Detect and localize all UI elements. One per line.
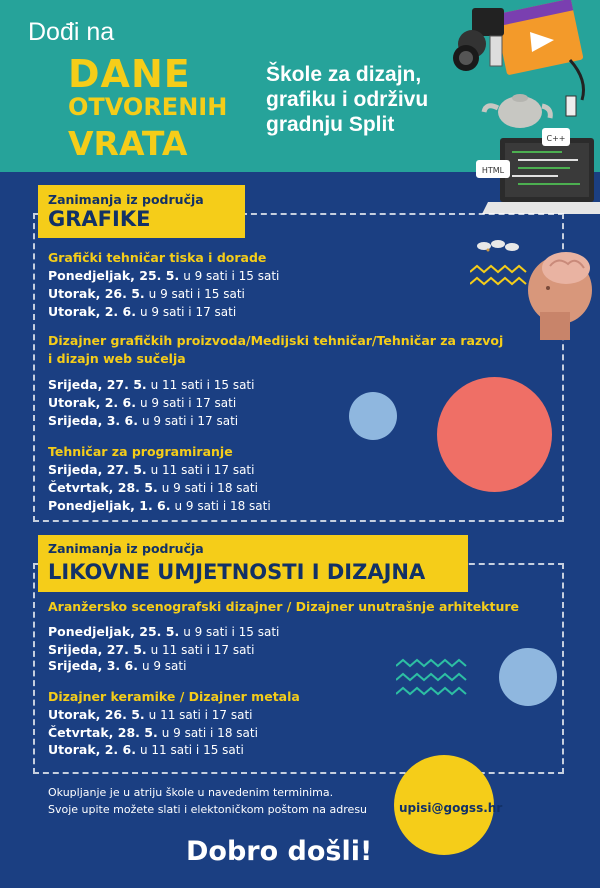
decor-circle-blue (349, 392, 397, 440)
schedule-line: Ponedjeljak, 25. 5. u 9 sati i 15 sati (48, 624, 280, 639)
school-name: Škole za dizajn, grafiku i održivu gradnju Split (266, 63, 429, 136)
section-likovne-tag: Zanimanja iz područja LIKOVNE UMJETNOSTI I DIZAJNA (38, 535, 468, 592)
group-title: Tehničar za programiranje (48, 444, 233, 459)
decor-circle-coral (437, 377, 552, 492)
group-title: Grafički tehničar tiska i dorade (48, 250, 267, 265)
welcome-text: Dobro došli! (186, 836, 373, 867)
schedule-line: Srijeda, 3. 6. u 9 sati (48, 658, 187, 673)
zigzag-icon (470, 266, 526, 284)
header-dodi-na: Dođi na (28, 18, 115, 46)
schedule-line: Srijeda, 27. 5. u 11 sati i 17 sati (48, 642, 255, 657)
schedule-line: Ponedjeljak, 1. 6. u 9 sati i 18 sati (48, 498, 271, 513)
header-title-line1: DANE (68, 52, 191, 96)
schedule-line: Utorak, 26. 5. u 11 sati i 17 sati (48, 707, 253, 722)
section-grafike-tag: Zanimanja iz područja GRAFIKE (38, 185, 245, 238)
cpp-tag-icon (542, 128, 570, 146)
schedule-line: Utorak, 2. 6. u 11 sati i 15 sati (48, 742, 244, 757)
schedule-line: Srijeda, 27. 5. u 11 sati i 15 sati (48, 377, 255, 392)
head-sculpture-icon (528, 252, 592, 340)
decor-circle-blue (499, 648, 557, 706)
tablet-icon (494, 0, 583, 75)
schedule-line: Ponedjeljak, 25. 5. u 9 sati i 15 sati (48, 268, 280, 283)
schedule-line: Srijeda, 27. 5. u 11 sati i 17 sati (48, 462, 255, 477)
schedule-line: Utorak, 2. 6. u 9 sati i 17 sati (48, 395, 237, 410)
header-title-line2: OTVORENIH (68, 93, 228, 121)
group-title: Aranžersko scenografski dizajner / Dizajner unutrašnje arhitekture (48, 599, 520, 614)
schedule-line: Srijeda, 3. 6. u 9 sati i 17 sati (48, 413, 239, 428)
teapot-icon (484, 94, 550, 128)
html-tag-icon (476, 160, 510, 178)
group-title-cont: i dizajn web sučelja (48, 351, 186, 366)
schedule-line: Utorak, 2. 6. u 9 sati i 17 sati (48, 304, 237, 319)
schedule-line: Utorak, 26. 5. u 9 sati i 15 sati (48, 286, 245, 301)
header-illustrations (442, 0, 600, 230)
zigzag-icon (396, 656, 480, 702)
fish-icon (477, 240, 519, 252)
footer-note: Svoje upite možete slati i elektoničkom poštom na adresu (48, 803, 368, 816)
svg-text:C++: C++ (546, 134, 566, 143)
group-title: Dizajner grafičkih proizvoda/Medijski tehničar/Tehničar za razvoj (48, 333, 504, 348)
svg-text:HTML: HTML (481, 166, 505, 175)
footer-note: Okupljanje je u atriju škole u navedenim terminima. (48, 786, 334, 799)
email-link[interactable]: upisi@gogss.hr (399, 801, 503, 815)
camera-icon (453, 8, 504, 71)
section1-decor (470, 232, 600, 350)
header-title-line3: VRATA (68, 124, 188, 163)
schedule-line: Četvrtak, 28. 5. u 9 sati i 18 sati (48, 725, 258, 740)
group-title: Dizajner keramike / Dizajner metala (48, 689, 300, 704)
schedule-line: Četvrtak, 28. 5. u 9 sati i 18 sati (48, 480, 258, 495)
